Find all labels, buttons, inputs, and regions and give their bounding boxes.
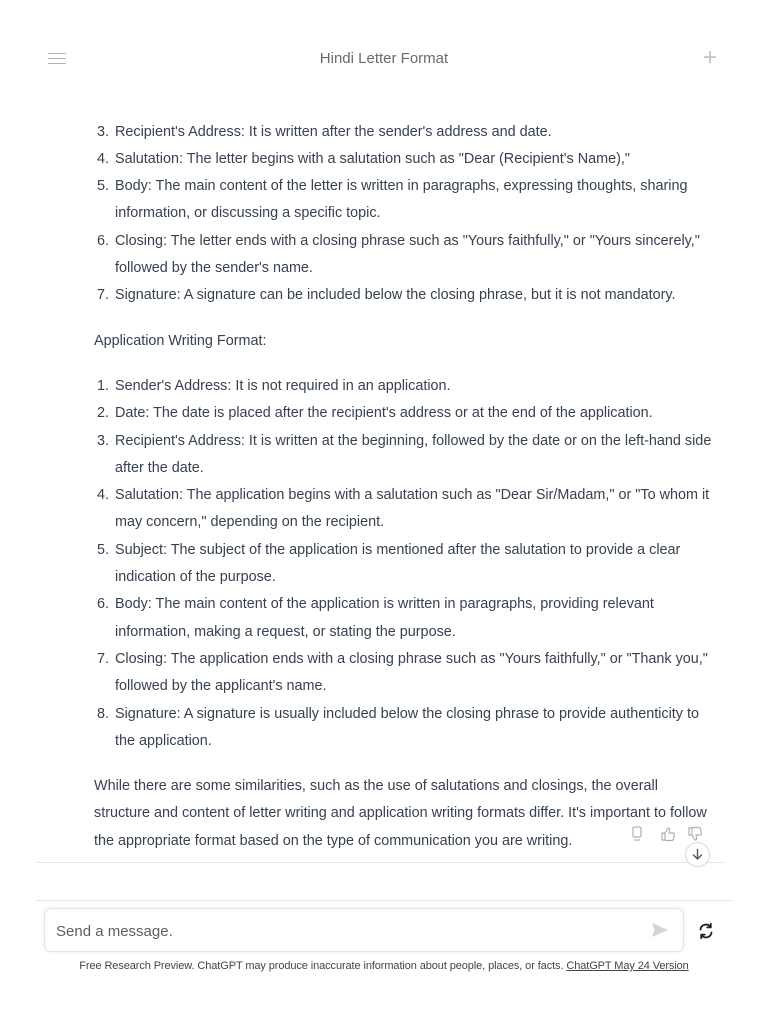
application-format-list — [94, 373, 714, 755]
list-item-text: Subject: The subject of the application is mentioned after the salutation to provide a clear indication of the purpose. — [115, 541, 681, 586]
list-item — [94, 373, 714, 400]
refresh-icon — [696, 921, 716, 941]
closing-paragraph: While there are some similarities, such as the use of salutations and closings, the overall structure and content of letter writing and application writing formats differ. It's important to follow the appropriate format based on the type of communication you are writing. — [94, 778, 707, 849]
list-item-number: 6. — [96, 596, 109, 613]
send-icon — [651, 922, 669, 938]
version-link[interactable]: ChatGPT May 24 Version — [566, 960, 689, 972]
list-item-text: Closing: The letter ends with a closing phrase such as "Yours faithfully," or "Yours sincerely," followed by the sender's name. — [115, 232, 700, 277]
conversation-title: Hindi Letter Format — [319, 50, 449, 67]
list-item-text: Date: The date is placed after the recipient's address or at the end of the application. — [115, 405, 653, 422]
list-item-number: 7. — [96, 650, 109, 667]
list-item — [94, 701, 714, 756]
list-item-text: Body: The main content of the letter is written in paragraphs, expressing thoughts, sharing information, or discussing a specific topic. — [115, 178, 688, 222]
list-item-text: Recipient's Address: It is written at the beginning, followed by the date or on the left-hand side after the date. — [115, 432, 712, 476]
list-item — [94, 119, 714, 146]
list-item-text: Salutation: The letter begins with a salutation such as "Dear (Recipient's Name)," — [115, 150, 631, 167]
list-item — [94, 482, 714, 537]
list-item — [94, 400, 714, 427]
footer-disclaimer — [0, 960, 768, 972]
list-item-number: 8. — [96, 705, 109, 722]
list-item — [94, 282, 714, 309]
copy-icon[interactable] — [630, 826, 646, 844]
list-item-text: Body: The main content of the application is written in paragraphs, providing relevant information, making a request, or stating the purpose. — [115, 596, 654, 640]
list-item-text: Sender's Address: It is not required in an application. — [115, 377, 451, 394]
list-item-text: Signature: A signature can be included below the closing phrase, but it is not mandatory. — [115, 287, 676, 304]
regenerate-button[interactable] — [696, 921, 716, 941]
list-item-number: 7. — [96, 287, 109, 304]
message-composer — [44, 908, 684, 952]
list-item — [94, 173, 714, 228]
footer-note-text: Free Research Preview. ChatGPT may produce inaccurate information about people, places, or facts. — [79, 960, 564, 972]
list-item-number: 3. — [96, 432, 109, 449]
send-button[interactable] — [651, 922, 671, 940]
list-item — [94, 537, 714, 592]
message-input[interactable] — [56, 919, 626, 943]
list-item-number: 1. — [96, 377, 109, 394]
list-item-number: 5. — [96, 541, 109, 558]
scroll-to-bottom-button[interactable] — [685, 842, 710, 867]
list-item-number: 6. — [96, 232, 109, 249]
assistant-message — [94, 64, 714, 855]
list-item-number: 4. — [96, 487, 109, 504]
list-item-number: 5. — [96, 178, 109, 195]
list-item — [94, 646, 714, 701]
list-item-number: 4. — [96, 150, 109, 167]
list-item-text: Closing: The application ends with a closing phrase such as "Yours faithfully," or "Thank you," followed by the applicant's name. — [115, 650, 708, 695]
application-heading: Application Writing Format: — [94, 332, 267, 349]
list-item-number: 3. — [96, 123, 109, 140]
arrow-down-icon — [691, 848, 704, 861]
composer-divider — [36, 900, 733, 901]
list-item — [94, 428, 714, 483]
list-item-text: Salutation: The application begins with a salutation such as "Dear Sir/Madam," or "To whom it may concern," depending on the recipient. — [115, 487, 710, 531]
new-chat-plus-icon[interactable]: + — [702, 44, 717, 71]
list-item-number: 2. — [96, 405, 109, 422]
list-item — [94, 591, 714, 646]
list-item-text: Signature: A signature is usually included below the closing phrase to provide authenticity to the application. — [115, 705, 699, 749]
thumbs-up-icon[interactable] — [660, 826, 676, 844]
list-item — [94, 146, 714, 173]
list-item — [94, 228, 714, 283]
top-bar — [0, 0, 768, 118]
list-item-text: Recipient's Address: It is written after the sender's address and date. — [115, 123, 552, 140]
